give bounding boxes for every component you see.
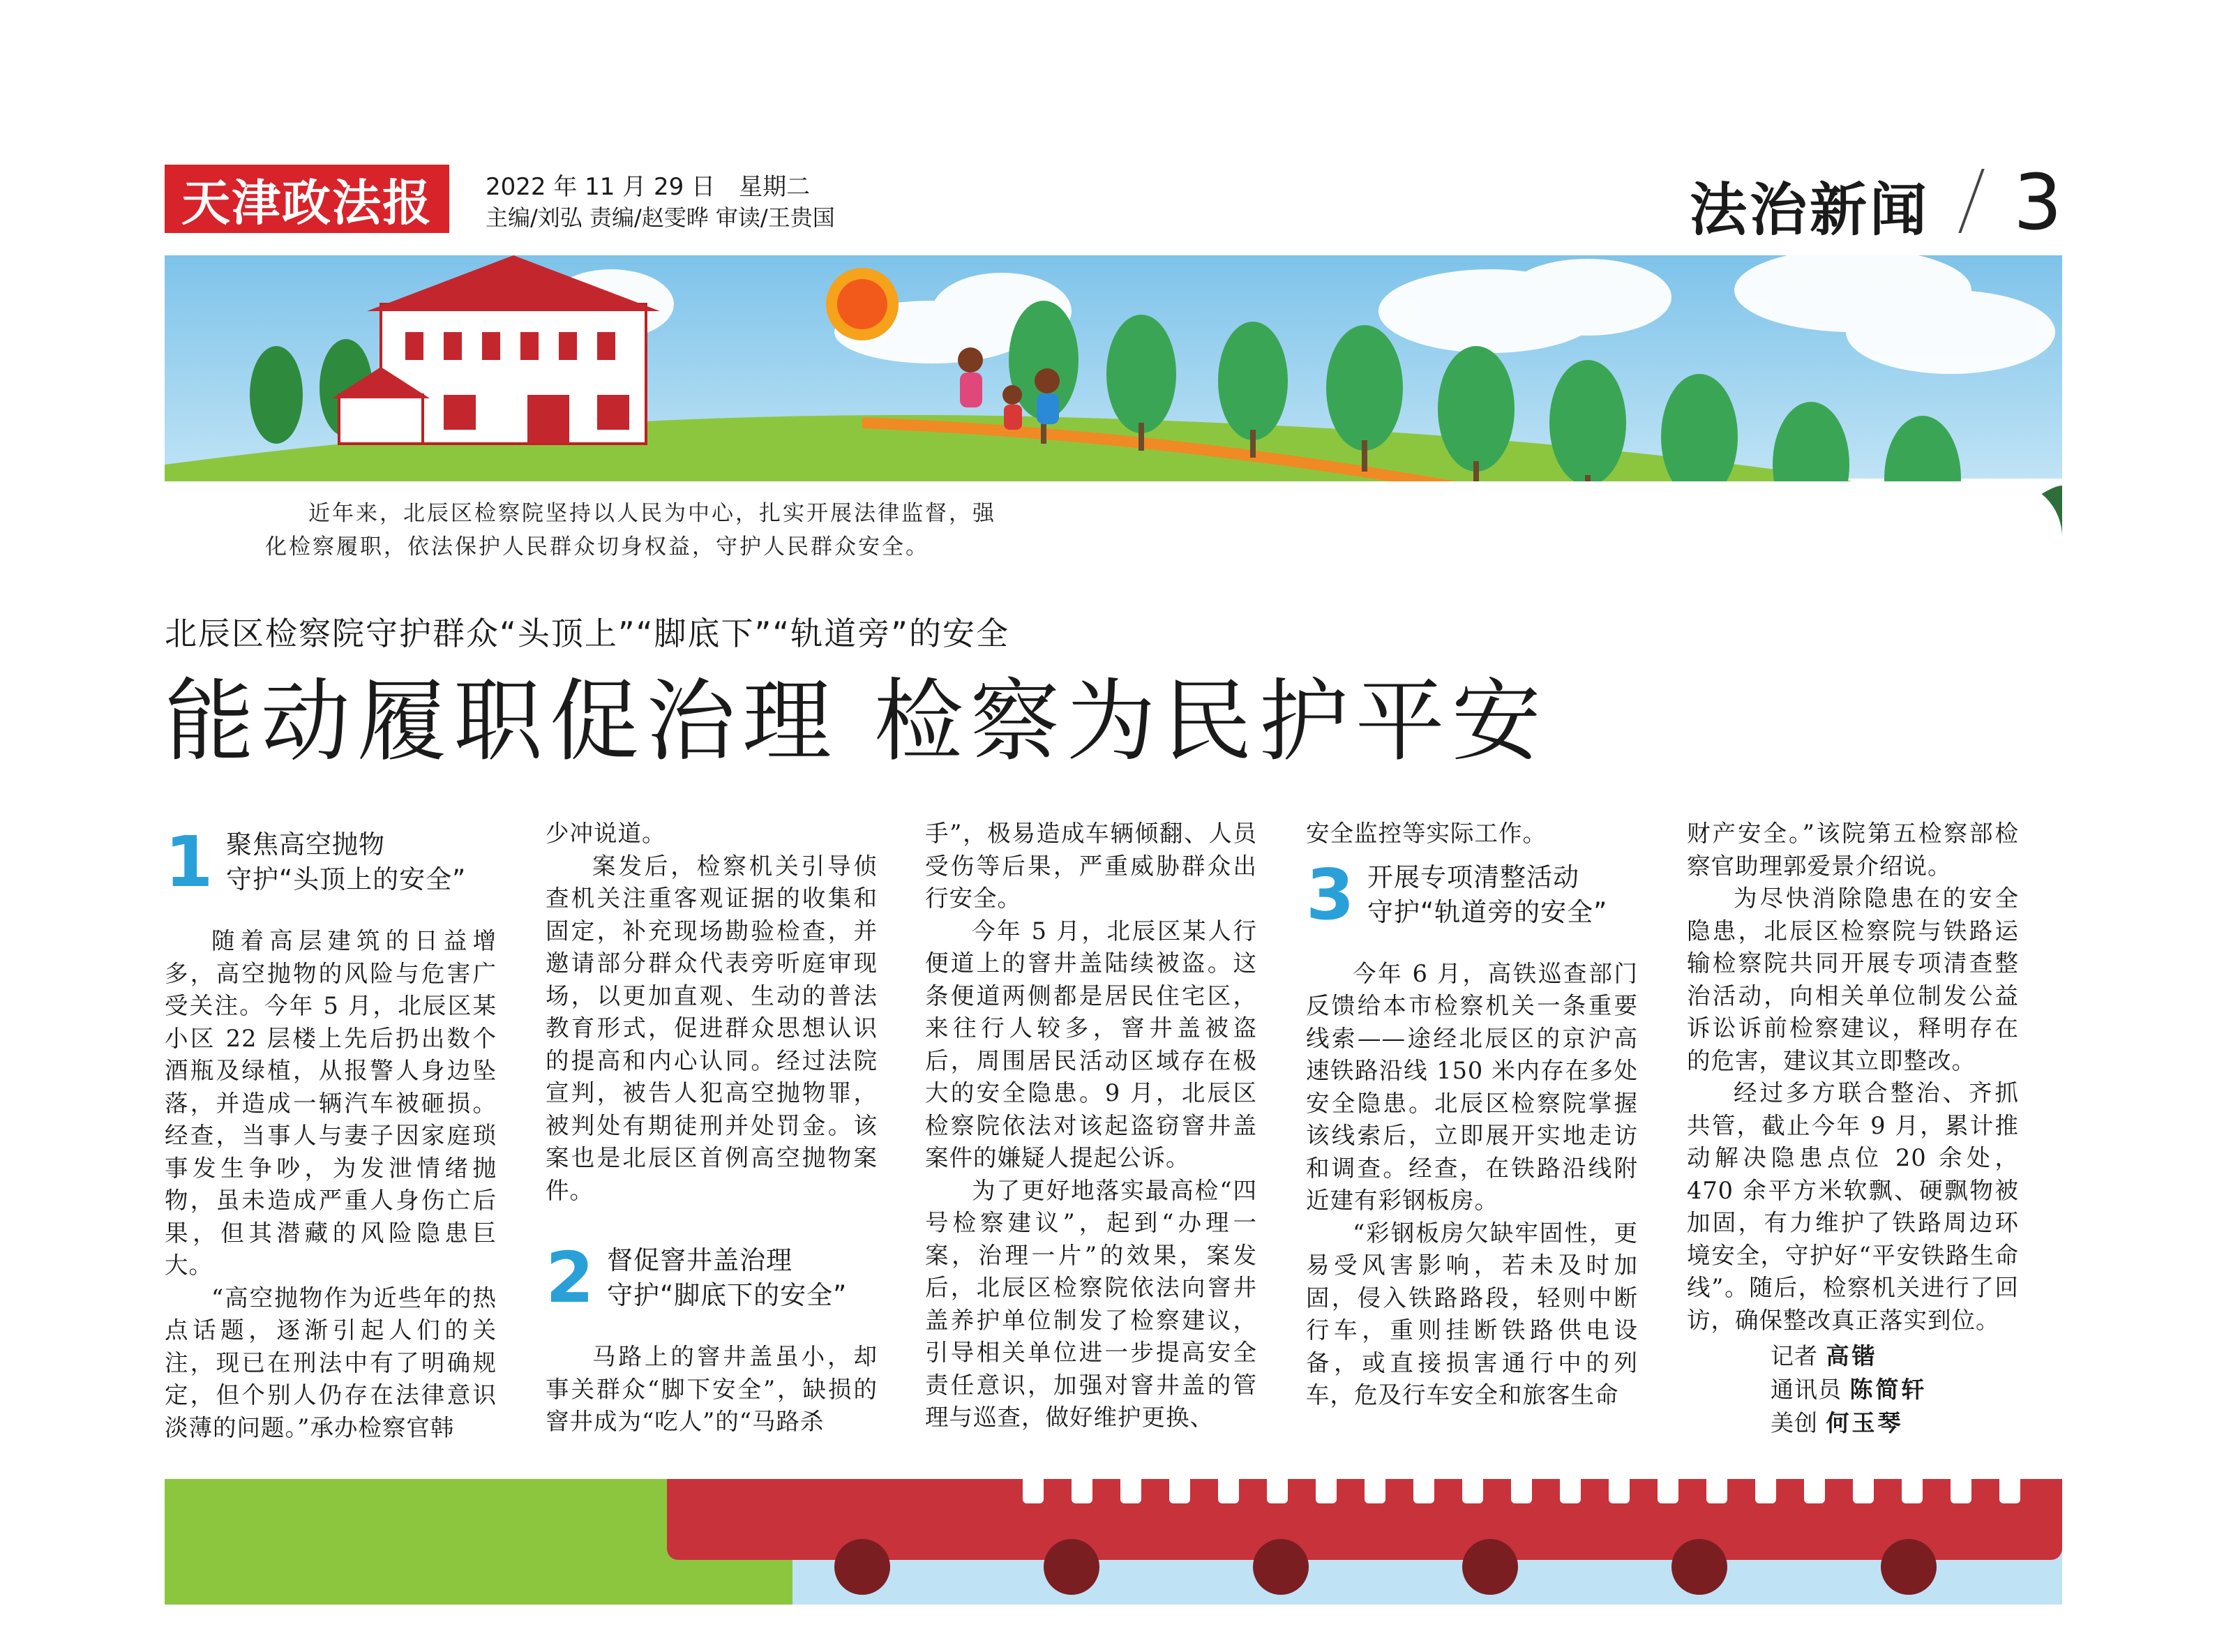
section-title-line1: 督促窨井盖治理 (607, 1245, 792, 1275)
headline: 能动履职促治理 检察为民护平安 (165, 670, 1548, 774)
paragraph: 随着高层建筑的日益增多，高空抛物的风险与危害广受关注。今年 5 月，北辰区某小区 22 层楼上先后扔出数个酒瓶及绿植，从报警人身边坠落，并造成一辆汽车被砸损。经查，当事人与妻子因家庭琐事发生争吵，为发泄情绪抛物，虽未造成严重人身伤亡后果，但其潜藏的风险隐患巨大。 (165, 927, 497, 1279)
section-number: 2 (546, 1237, 595, 1319)
subheadline: 北辰区检察院守护群众“头顶上”“脚底下”“轨道旁”的安全 (165, 615, 1009, 652)
column-1 (165, 818, 497, 1444)
paragraph: 财产安全。”该院第五检察部检察官助理郭爱景介绍说。 (1687, 820, 2019, 880)
issue-meta (486, 172, 835, 233)
page-number: 3 (2013, 158, 2062, 247)
section-title-line2: 守护“头顶上的安全” (226, 864, 467, 894)
paragraph: 案发后，检察机关引导侦查机关注重客观证据的收集和固定，补充现场勘验检查，并邀请部分群众代表旁听庭审现场，以更加直观、生动的普法教育形式，促进群众思想认识的提高和内心认同。经过法院宣判，被告人犯高空抛物罪，被判处有期徒刑并处罚金。该案也是北辰区首例高空抛物案件。 (546, 852, 878, 1204)
paragraph: 马路上的窨井盖虽小，却事关群众“脚下安全”，缺损的窨井成为“吃人”的“马路杀 (546, 1343, 878, 1435)
section-heading-1 (165, 821, 497, 903)
issue-date: 2022 年 11 月 29 日 星期二 (486, 173, 811, 201)
section-title-line2: 守护“轨道旁的安全” (1367, 896, 1608, 927)
masthead (165, 158, 2062, 247)
section-title-line2: 守护“脚底下的安全” (607, 1280, 848, 1310)
paper-logo: 天津政法报 (165, 165, 449, 233)
section-title: 法治新闻 (1689, 177, 1930, 243)
paragraph: 为了更好地落实最高检“四号检察建议”，起到“办理一案，治理一片”的效果，案发后，北辰区检察院依法向窨井盖养护单位制发了检察建议，引导相关单位进一步提高安全责任意识，加强对窨井盖的管理与巡查，做好维护更换、 (925, 1176, 1257, 1431)
editors-line: 主编/刘弘 责编/赵雯晔 审读/王贵国 (486, 204, 835, 231)
paragraph: 经过多方联合整治、齐抓共管，截止今年 9 月，累计推动解决隐患点位 20 余处，470 余平方米软飘、硬飘物被加固，有力维护了铁路周边环境安全，守护好“平安铁路生命线”。随后，检察机关进行了回访，确保整改真正落实到位。 (1687, 1079, 2019, 1334)
section-divider (1958, 169, 1984, 233)
paragraph: 安全监控等实际工作。 (1306, 820, 1547, 847)
column-3 (925, 818, 1257, 1434)
column-5 (1687, 818, 2019, 1440)
section-number: 3 (1306, 853, 1355, 936)
section-heading-3 (1306, 853, 1638, 936)
column-4 (1306, 818, 1638, 1412)
section-title-line1: 聚焦高空抛物 (226, 829, 385, 859)
byline-reporter: 记者 高锴 (1771, 1342, 1878, 1369)
section-title-line1: 开展专项清整活动 (1367, 862, 1579, 892)
section-heading-2 (546, 1237, 878, 1319)
section-number: 1 (165, 821, 214, 903)
byline (1687, 1339, 2019, 1440)
paragraph: 手”，极易造成车辆倾翻、人员受伤等后果，严重威胁群众出行安全。 (925, 820, 1257, 912)
paragraph: “高空抛物作为近些年的热点话题，逐渐引起人们的关注，现已在刑法中有了明确规定，但个别人仍存在法律意识淡薄的问题。”承办检察官韩 (165, 1284, 497, 1441)
paragraph: “彩钢板房欠缺牢固性，更易受风害影响，若未及时加固，侵入铁路路段，轻则中断行车，重则挂断铁路供电设备，或直接损害通行中的列车，危及行车安全和旅客生命 (1306, 1219, 1638, 1409)
lead-paragraph: 近年来，北辰区检察院坚持以人民为中心，扎实开展法律监督，强化检察履职，依法保护人民群众切身权益，守护人民群众安全。 (265, 501, 996, 560)
paragraph: 少冲说道。 (546, 820, 666, 847)
paragraph: 今年 5 月，北辰区某人行便道上的窨井盖陆续被盗。这条便道两侧都是居民住宅区，来往行人较多，窨井盖被盗后，周围居民活动区域存在极大的安全隐患。9 月，北辰区检察院依法对该起盗窃窨井盖案件的嫌疑人提起公诉。 (925, 917, 1257, 1171)
paragraph: 为尽快消除隐患在的安全隐患，北辰区检察院与铁路运输检察院共同开展专项清查整治活动，向相关单位制发公益诉讼诉前检察建议，释明存在的危害，建议其立即整改。 (1687, 885, 2019, 1074)
byline-correspondent: 通讯员 陈简轩 (1771, 1376, 1928, 1403)
column-2 (546, 818, 878, 1439)
paragraph: 今年 6 月，高铁巡查部门反馈给本市检察机关一条重要线索——途经北辰区的京沪高速铁路沿线 150 米内存在多处安全隐患。北辰区检察院掌握该线索后，立即展开实地走访和调查。经查，在铁路沿线附近建有彩钢板房。 (1306, 959, 1638, 1214)
byline-designer: 美创 何玉琴 (1771, 1409, 1904, 1436)
